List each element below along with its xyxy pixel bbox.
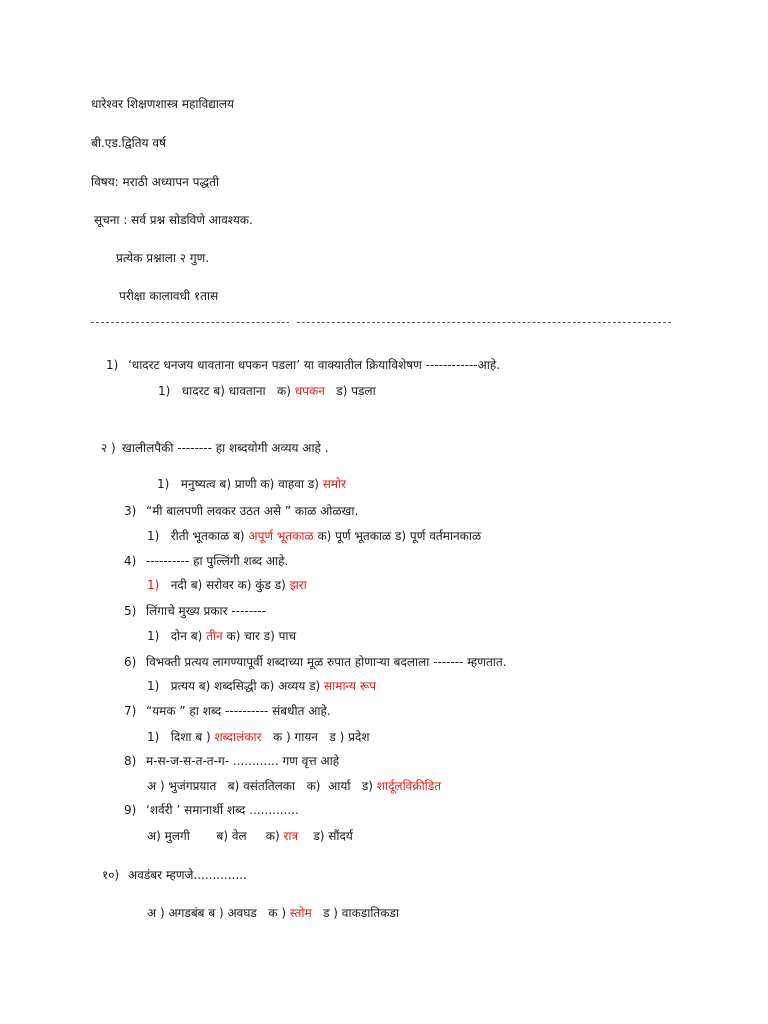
question-text: म-स-ज-स-त-त-ग- ............ गण वृत्त आहे <box>146 754 340 768</box>
correct-answer: रात्र <box>283 829 299 843</box>
question-text: विभक्ती प्रत्यय लागण्यापूर्वी शब्दाच्या मूळ रुपात होणाऱ्या बदलाला ------- म्हणतात. <box>146 655 507 669</box>
question-text: अवडंबर म्हणजे.............. <box>128 868 247 882</box>
question-text: “मी बालपणी लवकर उठत असे ” काळ ओळखा. <box>146 504 359 518</box>
correct-answer: समोर <box>322 477 347 491</box>
instruction: सूचना : सर्व प्रश्न सोडविणे आवश्यक. <box>94 213 253 227</box>
question-text: खालीलपैकी -------- हा शब्दयोगी अव्यय आहे . <box>122 441 329 455</box>
question-text: ‘धादरट धनजय धावताना धपकन पडला’ या वाक्यातील क्रियाविशेषण ------------आहे. <box>128 358 501 372</box>
option-text: 1) रीती भूतकाळ ब) <box>147 529 249 543</box>
question-text: ---------- हा पुल्लिंगी शब्द आहे. <box>146 554 289 568</box>
exam-duration: परीक्षा कालावधी १तास <box>119 289 219 303</box>
question-number: 6) <box>124 655 137 669</box>
question-number: 9) <box>124 803 137 817</box>
option-text: अ ) अगडबंब ब ) अवघड क ) <box>147 906 290 920</box>
option-text: अ) मुलगी ब) वेल क) <box>147 829 284 843</box>
correct-answer: धपकन <box>294 384 325 398</box>
answer-options <box>147 528 481 544</box>
question-number: २ ) <box>101 441 116 455</box>
option-text: ड ) वाकडातिकडा <box>311 906 400 920</box>
course-year: बी.एड.द्वितिय वर्ष <box>91 136 166 150</box>
option-text: ड) सौंदर्य <box>298 829 353 843</box>
answer-options <box>158 383 376 399</box>
option-text: 1) धादरट ब) धावताना क) <box>158 384 295 398</box>
answer-options <box>147 628 296 644</box>
question-number: 4) <box>124 554 137 568</box>
question-number: 3) <box>124 504 137 518</box>
option-text: 1) दिशा ब ) <box>147 730 215 744</box>
option-text: 1) मनुष्यत्व ब) प्राणी क) वाहवा ड) <box>157 477 323 491</box>
question-text: लिंगाचे मुख्य प्रकार -------- <box>146 604 267 618</box>
answer-options <box>147 828 353 844</box>
question-text: ‘शर्वरी ’ समानार्थी शब्द ............. <box>146 803 299 817</box>
answer-options <box>147 678 376 694</box>
answer-options <box>147 905 399 921</box>
option-text: नदी ब) सरोवर क) कुंड ड) <box>159 578 290 592</box>
correct-answer: झरा <box>289 578 307 592</box>
option-text: 1) दोन ब) <box>147 629 207 643</box>
option-text: क) चार ड) पाच <box>222 629 297 643</box>
question-number: 1) <box>106 358 119 372</box>
answer-options <box>147 577 307 593</box>
question-text: “यमक ” हा शब्द ---------- संबधीत आहे. <box>146 704 331 718</box>
question-number: १०) <box>102 868 120 882</box>
question-number: 7) <box>124 704 137 718</box>
option-text: ड) पडला <box>324 384 376 398</box>
answer-options <box>147 729 370 745</box>
answer-options <box>147 778 441 794</box>
college-name: धारेश्वर शिक्षणशास्त्र महाविद्यालय <box>91 97 235 111</box>
subject: विषय: मराठी अध्यापन पद्धती <box>91 175 220 189</box>
correct-answer: शब्दालंकार <box>214 730 262 744</box>
question-number: 5) <box>124 604 137 618</box>
correct-answer: स्तोम <box>289 906 312 920</box>
correct-answer: तीन <box>206 629 223 643</box>
marks-note: प्रत्येक प्रश्नाला २ गुण. <box>116 251 210 265</box>
correct-answer: शार्दूलविक्रीडित <box>376 779 442 793</box>
question-number: 8) <box>124 754 137 768</box>
correct-answer: अपूर्ण भूतकाळ <box>248 529 314 543</box>
answer-options <box>157 476 346 492</box>
option-text: 1) प्रत्यय ब) शब्दसिद्धी क) अव्यय ड) <box>147 679 325 693</box>
correct-answer: सामान्य रूप <box>324 679 377 693</box>
correct-answer: 1) <box>147 578 160 592</box>
option-text: अ ) भुजंगप्रयात ब) वसंततिलका क) आर्या ड) <box>147 779 377 793</box>
dashed-divider <box>91 322 671 323</box>
option-text: क) पूर्ण भूतकाळ ड) पूर्ण वर्तमानकाळ <box>313 529 482 543</box>
option-text: क ) गायन ड ) प्रदेश <box>261 730 370 744</box>
